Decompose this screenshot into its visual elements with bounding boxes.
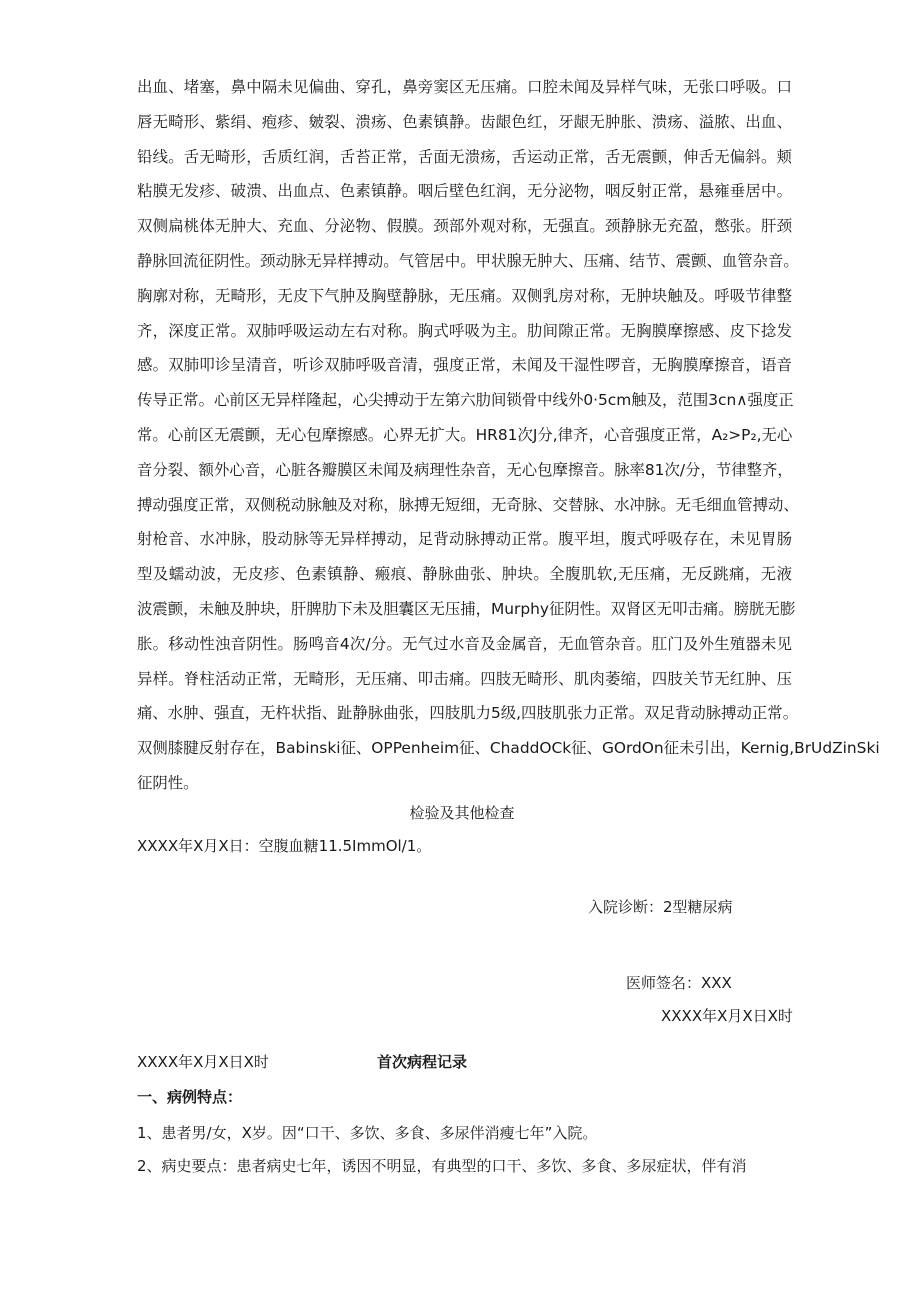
case-feature-item: 2、病史要点：患者病史七年，诱因不明显，有典型的口干、多饮、多食、多尿症状，伴有消 bbox=[137, 1157, 747, 1175]
exam-line: 射枪音、水冲脉，股动脉等无异样搏动，足背动脉搏动正常。腹平坦，腹式呼吸存在，未见胃肠 bbox=[137, 530, 792, 549]
admission-diagnosis: 入院诊断：2型糖尿病 bbox=[588, 898, 733, 916]
physician-signature: 医师签名：XXX bbox=[626, 974, 732, 992]
exam-line: 双侧膝腱反射存在，Babinski征、OPPenheim征、ChaddOCk征、GOrdOn征未引出，Kernig,BrUdZinSki bbox=[137, 739, 880, 758]
exam-line: 胸廓对称，无畸形，无皮下气肿及胸壁静脉，无压痛。双侧乳房对称，无肿块触及。呼吸节律整 bbox=[137, 286, 792, 305]
case-feature-item: 1、患者男/女，X岁。因“口干、多饮、多食、多尿伴消瘦七年”入院。 bbox=[137, 1124, 598, 1142]
exam-line: 胀。移动性浊音阴性。肠鸣音4次/分。无气过水音及金属音，无血管杂音。肛门及外生殖器未见 bbox=[137, 634, 792, 653]
exam-line: 粘膜无发疹、破溃、出血点、色素镇静。咽后壁色红润，无分泌物，咽反射正常，悬雍垂居中。 bbox=[137, 182, 792, 201]
exam-line: 齐，深度正常。双肺呼吸运动左右对称。胸式呼吸为主。肋间隙正常。无胸膜摩擦感、皮下捻发 bbox=[137, 321, 792, 340]
exam-line: 痛、水肿、强直，无杵状指、趾静脉曲张，四肢肌力5级,四肢肌张力正常。双足背动脉搏动正常。 bbox=[137, 704, 799, 723]
lab-section-title: 检验及其他检查 bbox=[409, 804, 515, 822]
exam-line: 征阴性。 bbox=[137, 773, 199, 792]
exam-line: 双侧扁桃体无肿大、充血、分泌物、假膜。颈部外观对称，无强直。颈静脉无充盈，憋张。肝颈 bbox=[137, 217, 792, 236]
exam-line: 传导正常。心前区无异样隆起，心尖搏动于左第六肋间锁骨中线外0·5cm触及，范围3cn∧强度正 bbox=[137, 391, 794, 410]
exam-line: 异样。脊柱活动正常，无畸形，无压痛、叩击痛。四肢无畸形、肌肉萎缩，四肢关节无红肿、压 bbox=[137, 669, 792, 688]
exam-line: 静脉回流征阴性。颈动脉无异样搏动。气管居中。甲状腺无肿大、压痛、结节、震颤、血管杂音。 bbox=[137, 251, 799, 270]
exam-line: 铅线。舌无畸形，舌质红润，舌苔正常，舌面无溃疡，舌运动正常，舌无震颤，伸舌无偏斜。颊 bbox=[137, 147, 792, 166]
record-title: 首次病程记录 bbox=[377, 1053, 468, 1071]
exam-line: 波震颤，未触及肿块，肝脾肋下未及胆囊区无压捕，Murphy征阴性。双肾区无叩击痛。膀胱无膨 bbox=[137, 599, 796, 618]
exam-line: 唇无畸形、紫绢、疱疹、皴裂、溃疡、色素镇静。齿龈色红，牙龈无肿胀、溃疡、溢脓、出血、 bbox=[137, 112, 792, 131]
record-time: XXXX年X月X日X时 bbox=[137, 1053, 269, 1071]
exam-line: 音分裂、额外心音，心脏各瓣膜区未闻及病理性杂音，无心包摩擦音。脉率81次/分，节律整齐， bbox=[137, 460, 793, 479]
exam-line: 感。双肺叩诊呈清音，听诊双肺呼吸音清，强度正常，未闻及干湿性啰音，无胸膜摩擦音，语音 bbox=[137, 356, 792, 375]
physical-exam-text bbox=[137, 70, 880, 801]
exam-line: 常。心前区无震颤，无心包摩擦感。心界无扩大。HR81次J分,律齐，心音强度正常，A₂>P₂,无心 bbox=[137, 425, 793, 444]
exam-line: 搏动强度正常，双侧税动脉触及对称，脉搏无短细，无奇脉、交替脉、水冲脉。无毛细血管搏动、 bbox=[137, 495, 799, 514]
case-features-heading: 一、病例特点： bbox=[137, 1088, 243, 1106]
lab-result: XXXX年X月X日：空腹血糖11.5ImmOl/1。 bbox=[137, 837, 432, 855]
exam-line: 型及蠕动波，无皮疹、色素镇静、瘢痕、静脉曲张、肿块。全腹肌软,无压痛，无反跳痛，无液 bbox=[137, 565, 792, 584]
signature-time: XXXX年X月X日X时 bbox=[661, 1007, 793, 1025]
exam-line: 出血、堵塞，鼻中隔未见偏曲、穿孔，鼻旁窦区无压痛。口腔未闻及异样气味，无张口呼吸。口 bbox=[137, 78, 792, 96]
